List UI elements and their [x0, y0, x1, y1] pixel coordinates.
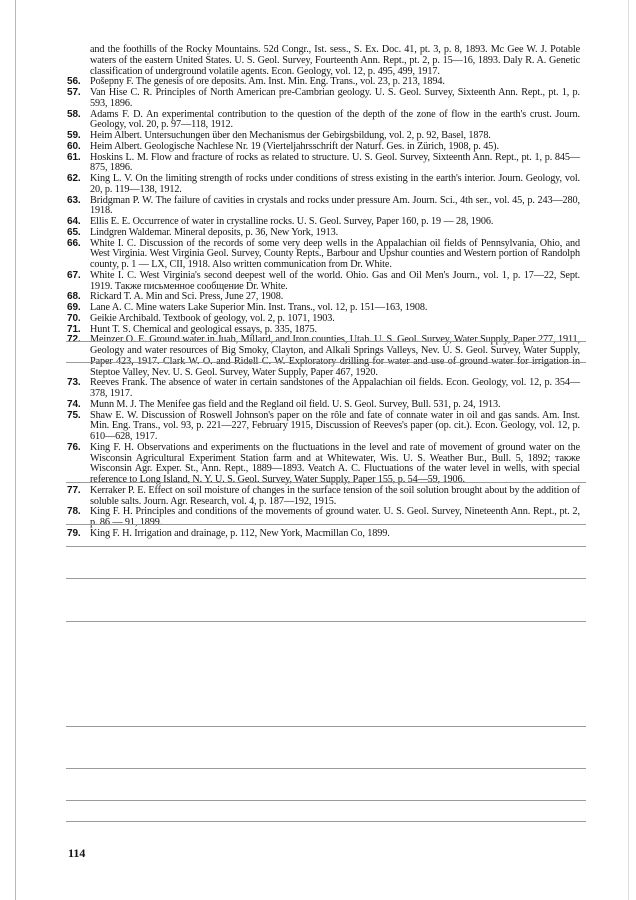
reference-entry: [68, 196, 580, 218]
faint-rule: [66, 482, 586, 483]
reference-text: King F. H. Observations and experiments on the fluctuations in the level and rate of movement of ground water on the Wisconsin Agricultural Experiment Station farm and at Whitewater, Wis. U. S. Weather Bur., Bull. 5, 1892; также Wisconsin Agr. Exper. St., Ann. Rept., 1889—1893. Veatch A. C. Fluctuations of the water level in wells, with special reference to Long Island, N. Y. U. S. Geol. Survey, Water Supply, Paper 155, p. 54—59, 1906.: [90, 441, 580, 485]
reference-text: Bridgman P. W. The failure of cavities in crystals and rocks under pressure Am. Journ. Sci., 4th ser., vol. 45, p. 243—280, 1918.: [90, 194, 580, 217]
reference-text: Heim Albert. Untersuchungen über den Mechanismus der Gebirgsbildung, vol. 2, p. 92, Basel, 1878.: [90, 130, 491, 141]
faint-rule: [66, 726, 586, 727]
reference-entry: [68, 110, 580, 132]
reference-text: Geikie Archibald. Textbook of geology, vol. 2, p. 1071, 1903.: [90, 312, 335, 324]
reference-entry: [68, 411, 580, 443]
faint-rule: [66, 362, 586, 363]
reference-text: King F. H. Principles and conditions of the movements of ground water. U. S. Geol. Survey, Nineteenth Ann. Rept., pt. 2, p. 86 — 91, 1899.: [90, 506, 580, 528]
page-gutter-line: [15, 0, 16, 900]
reference-number: 61.: [67, 151, 81, 163]
reference-number: 74.: [67, 398, 81, 410]
reference-number: 60.: [67, 140, 81, 152]
reference-text: Reeves Frank. The absence of water in certain sandstones of the Appalachian oil fields. Econ. Geology, vol. 12, p. 354—378, 1917.: [90, 377, 580, 399]
reference-number: 72.: [67, 334, 81, 346]
reference-number: 65.: [67, 226, 81, 238]
reference-text: Pošepny F. The genesis of ore deposits. Am. Inst. Min. Eng. Trans., vol. 23, p. 213, 1894.: [90, 76, 445, 88]
reference-text: White I. C. Discussion of the records of some very deep wells in the Appalachian oil fields of Pennsylvania, Ohio, and West Virginia. West Virginia Geol. Survey, County Repts., Barbour and Upshur counties and Western portion of Randolph county, p. 1 — LX, CII, 1918. Also written communication from Dr. White.: [90, 237, 580, 270]
reference-entry: [68, 529, 580, 540]
reference-number: 78.: [67, 506, 81, 518]
reference-number: 64.: [67, 216, 81, 227]
reference-text: White I. C. West Virginia's second deepest well of the world. Ohio. Gas and Oil Men's Journ., vol. 1, p. 17—22, Sept. 1919. Также письменное сообщение Dr. White.: [90, 269, 580, 292]
reference-number: 77.: [67, 484, 81, 496]
reference-number: 73.: [67, 377, 81, 389]
reference-text: King F. H. Irrigation and drainage, p. 112, New York, Macmillan Co, 1899.: [90, 527, 390, 539]
faint-rule: [66, 621, 586, 622]
reference-text: Hoskins L. M. Flow and fracture of rocks as related to structure. U. S. Geol. Survey, Sixteenth Ann. Rept., pt. 1, p. 845—875, 1896.: [90, 151, 580, 174]
reference-text: and the foothills of the Rocky Mountains. 52d Congr., Ist. sess., S. Ex. Doc. 41, pt. 3, p. 8, 1893. Mc Gee W. J. Potable waters of the eastern United States. U. S. Geol. Survey, Fourteenth Ann. Rept., pt. 2, p. 15—16, 1893. Daly R. A. Genetic classification of underground volatile agents. Econ. Geology, vol. 12, p. 495, 499, 1917.: [90, 44, 580, 77]
reference-number: 79.: [67, 527, 81, 539]
reference-text: Heim Albert. Geologische Nachlese Nr. 19 (Vierteljahrsschrift der Naturf. Ges. in Zürich, 1908, p. 45).: [90, 140, 499, 152]
reference-text: Shaw E. W. Discussion of Roswell Johnson's paper on the rôle and fate of connate water in oil and gas sands. Am. Inst. Min. Eng. Trans., vol. 93, p. 221—227, February 1915, Discussion of Reeves's paper (op. cit.). Econ. Geology, vol. 12, p. 610—628, 1917.: [90, 409, 580, 442]
faint-rule: [66, 341, 586, 342]
reference-list: [68, 45, 580, 540]
faint-rule: [66, 578, 586, 579]
reference-text: Munn M. J. The Menifee gas field and the Regland oil field. U. S. Geol. Survey, Bull. 531, p. 24, 1913.: [90, 398, 501, 410]
reference-number: 67.: [67, 269, 81, 281]
page-number: 114: [68, 846, 86, 860]
reference-text: Meinzer O. E. Ground water in Juab, Millard, and Iron counties, Utah. U. S. Geol. Survey, Water Supply, Paper 277, 1911, Geology and water resources of Big Smoky, Clayton, and Alkali Springs Valleys, Nev. U. S. Geol. Survey, Water Supply, Paper 423, 1917. Clark W. O. and Ridell C. W. Exploratory drilling for water and use of ground water for irrigation in Steptoe Valley, Nev. U. S. Geol. Survey, Water Supply, Paper 467, 1920.: [90, 334, 580, 378]
reference-entry: [68, 174, 580, 196]
reference-text: Lane A. C. Mine waters Lake Superior Min. Inst. Trans., vol. 12, p. 151—163, 1908.: [90, 302, 428, 313]
reference-number: 63.: [67, 194, 81, 206]
reference-entry: [68, 271, 580, 293]
reference-entry: [68, 507, 580, 529]
faint-rule: [66, 821, 586, 822]
faint-rule: [66, 524, 586, 525]
reference-text: Kerraker P. E. Effect on soil moisture of changes in the surface tension of the soil solution brought about by the addition of soluble salts. Journ. Agr. Research, vol. 4, p. 187—192, 1915.: [90, 484, 580, 507]
reference-number: 75.: [67, 409, 81, 421]
reference-entry: [68, 443, 580, 486]
reference-entry: [68, 45, 580, 77]
reference-text: Adams F. D. An experimental contribution to the question of the depth of the zone of flow in the earth's crust. Journ. Geology, vol. 20, p. 97—118, 1912.: [90, 108, 580, 131]
reference-text: Ellis E. E. Occurrence of water in crystalline rocks. U. S. Geol. Survey, Paper 160, p. 19 — 28, 1906.: [90, 216, 494, 227]
reference-number: 66.: [67, 237, 81, 249]
reference-number: 70.: [67, 312, 81, 324]
reference-entry: [68, 239, 580, 271]
reference-number: 59.: [67, 130, 81, 141]
page-edge-line: [628, 0, 629, 900]
reference-number: 76.: [67, 441, 81, 453]
reference-text: King L. V. On the limiting strength of rocks under conditions of stress existing in the earth's interior. Journ. Geology, vol. 20, p. 119—138, 1912.: [90, 173, 580, 195]
reference-entry: [68, 88, 580, 110]
reference-number: 58.: [67, 108, 81, 120]
reference-entry: [68, 378, 580, 400]
reference-text: Lindgren Waldemar. Mineral deposits, p. 36, New York, 1913.: [90, 226, 339, 238]
reference-number: 57.: [67, 87, 81, 98]
reference-text: Van Hise C. R. Principles of North American pre-Cambrian geology. U. S. Geol. Survey, Sixteenth Ann. Rept., pt. 1, p. 593, 1896.: [90, 87, 580, 109]
faint-rule: [66, 800, 586, 801]
reference-entry: [68, 486, 580, 508]
reference-number: 62.: [67, 173, 81, 184]
reference-entry: [68, 153, 580, 175]
reference-text: Hunt T. S. Chemical and geological essays, p. 335, 1875.: [90, 323, 317, 335]
reference-text: Rickard T. A. Min and Sci. Press, June 27, 1908.: [90, 291, 284, 303]
reference-number: 71.: [67, 323, 81, 335]
faint-rule: [66, 768, 586, 769]
reference-number: 68.: [67, 291, 81, 303]
reference-number: 69.: [67, 302, 81, 313]
reference-number: 56.: [67, 76, 81, 88]
faint-rule: [66, 546, 586, 547]
